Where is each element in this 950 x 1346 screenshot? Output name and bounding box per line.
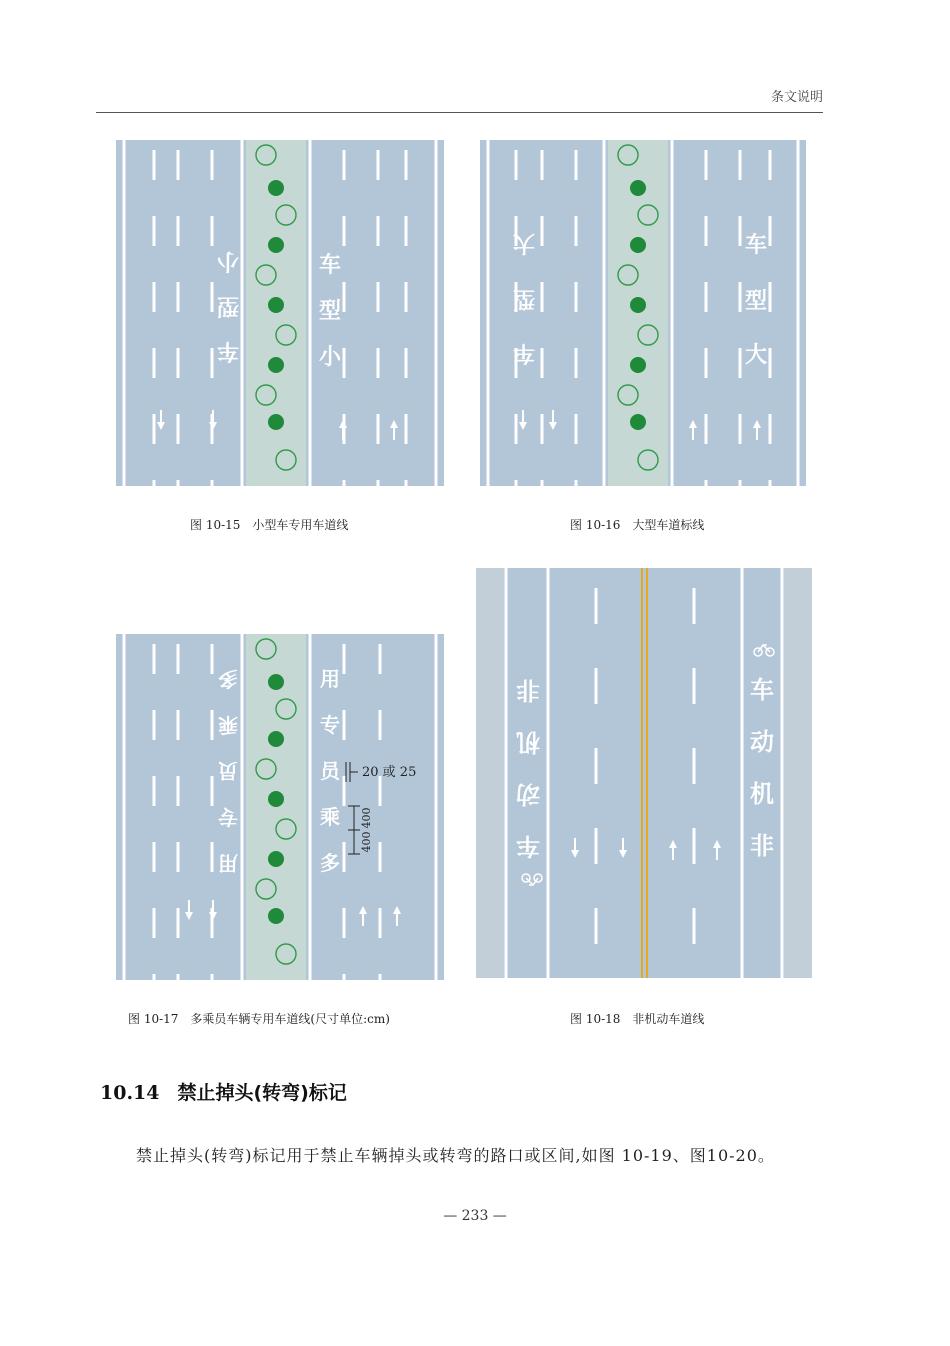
marking-right-3: 员	[320, 759, 340, 783]
marking-right-1: 车	[750, 675, 774, 704]
figure-10-15	[116, 140, 444, 486]
marking-right-3: 大	[744, 342, 768, 368]
marking-left-3: 车	[216, 338, 240, 364]
figure-caption: 图 10-17 多乘员车辆专用车道线(尺寸单位:cm)	[128, 1012, 390, 1026]
dimension-b-label: 400	[360, 831, 373, 853]
lane-diagram-small-vehicle	[116, 140, 444, 486]
body-paragraph: 禁止掉头(转弯)标记用于禁止车辆掉头或转弯的路口或区间,如图 10-19、图10-20。	[136, 1146, 775, 1165]
marking-left-3: 员	[218, 759, 238, 783]
marking-right-3: 小	[318, 344, 342, 370]
marking-left-1: 大	[512, 230, 536, 256]
figure-caption: 图 10-15 小型车专用车道线	[190, 518, 349, 532]
marking-right-1: 用	[320, 667, 340, 691]
sidewalk-left	[476, 568, 504, 978]
dimension-a-label: 400	[360, 807, 373, 829]
marking-left-5: 用	[218, 851, 238, 875]
marking-left-1: 小	[216, 248, 240, 274]
marking-left-4: 车	[516, 832, 540, 861]
page-number: — 233 —	[443, 1208, 507, 1224]
lane-diagram-non-motor	[476, 568, 812, 978]
dimension-width-label: 20 或 25	[362, 765, 417, 780]
sidewalk-right	[784, 568, 812, 978]
marking-right-2: 型	[318, 298, 342, 324]
figure-caption: 图 10-16 大型车道标线	[570, 518, 705, 532]
section-heading	[100, 1078, 347, 1105]
marking-left-3: 动	[516, 780, 540, 809]
section-title: 禁止掉头(转弯)标记	[177, 1082, 347, 1104]
marking-left-4: 专	[218, 805, 238, 829]
marking-left-2: 机	[516, 728, 540, 757]
marking-left-3: 车	[512, 340, 536, 366]
marking-left-2: 乘	[218, 713, 238, 737]
lane-diagram-hov	[116, 634, 444, 980]
section-number: 10.14	[100, 1082, 160, 1104]
marking-right-5: 多	[320, 851, 340, 875]
running-header	[96, 86, 823, 113]
figure-10-16	[480, 140, 806, 486]
road-surface	[476, 568, 812, 978]
marking-right-1: 车	[318, 252, 342, 278]
marking-right-4: 乘	[320, 805, 340, 829]
marking-right-2: 型	[744, 288, 768, 314]
marking-right-2: 动	[750, 727, 774, 756]
marking-left-1: 非	[516, 676, 540, 705]
marking-left-2: 型	[512, 286, 536, 312]
marking-left-2: 型	[216, 293, 240, 319]
marking-right-1: 车	[744, 232, 768, 258]
marking-left-1: 多	[218, 667, 238, 691]
lane-diagram-large-vehicle	[480, 140, 806, 486]
figure-caption: 图 10-18 非机动车道线	[570, 1012, 705, 1026]
section-label: 条文说明	[770, 90, 823, 105]
figure-10-18	[476, 568, 812, 978]
marking-right-3: 机	[750, 779, 774, 808]
figure-10-17	[116, 634, 444, 980]
marking-right-4: 非	[750, 831, 774, 860]
marking-right-2: 专	[320, 713, 340, 737]
